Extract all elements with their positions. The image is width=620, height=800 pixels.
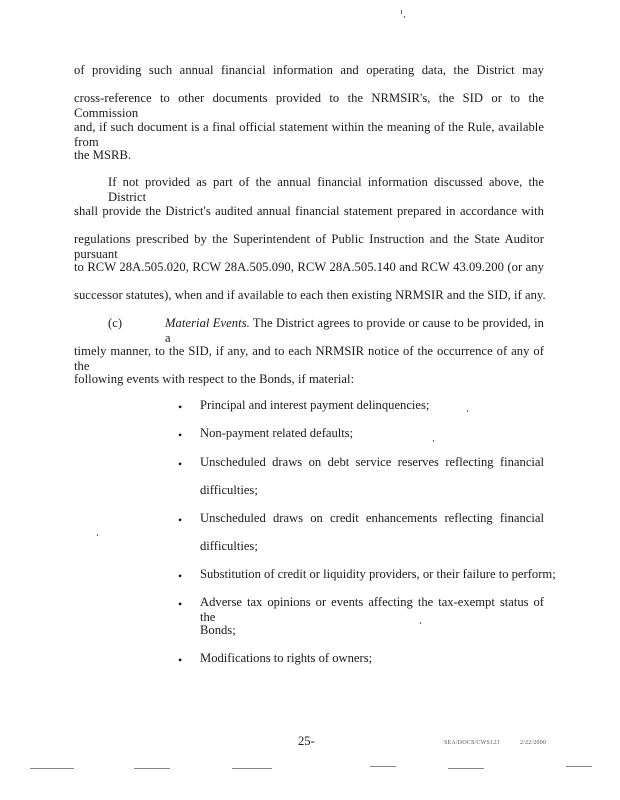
footer-doc-code: SEA/DOCS/CWS123 (444, 740, 500, 746)
bullet-6-line-1: Adverse tax opinions or events affecting the tax-exempt status of the (200, 595, 544, 624)
scan-edge-mark (448, 768, 484, 769)
bullet-2-line-1: Non-payment related defaults; (200, 426, 354, 440)
bullet-7-line-1: Modifications to rights of owners; (200, 651, 373, 665)
bullet-marker: • (178, 400, 183, 414)
section-c-line-2: timely manner, to the SID, if any, and to each NRMSIR notice of the occurrence of any of the (74, 344, 544, 373)
bullet-marker: • (178, 513, 183, 527)
section-c-label: (c) (108, 316, 123, 330)
scan-edge-mark (232, 768, 272, 769)
scan-edge-mark (134, 768, 170, 769)
scan-edge-mark (30, 768, 74, 769)
scan-speck (401, 10, 402, 14)
bullet-4-line-2: difficulties; (200, 539, 258, 553)
section-c-first-line (165, 316, 544, 346)
bullet-3-line-1: Unscheduled draws on debt service reserves reflecting financial (200, 455, 544, 469)
paragraph2-line-3: regulations prescribed by the Superintendent of Public Instruction and the State Auditor pursuant (74, 232, 544, 261)
bullet-marker: • (178, 569, 183, 583)
section-c-line-3: following events with respect to the Bonds, if material: (74, 372, 355, 386)
paragraph1-line-1: of providing such annual financial information and operating data, the District may (74, 63, 544, 77)
scan-speck (97, 534, 98, 536)
paragraph1-line-4: the MSRB. (74, 148, 132, 162)
footer-doc-date: 2/22/2000 (520, 740, 547, 746)
bullet-marker: • (178, 457, 183, 471)
bullet-marker: • (178, 653, 183, 667)
scan-speck (404, 16, 405, 18)
paragraph1-line-2: cross-reference to other documents provided to the NRMSIR's, the SID or to the Commission (74, 91, 544, 120)
paragraph2-line-5: successor statutes), when and if available to each then existing NRMSIR and the SID, if any. (74, 288, 546, 302)
bullet-5-line-1: Substitution of credit or liquidity providers, or their failure to perform; (200, 567, 556, 581)
bullet-marker: • (178, 597, 183, 611)
bullet-3-line-2: difficulties; (200, 483, 258, 497)
section-c-heading: Material Events. (165, 316, 250, 330)
bullet-1-line-1: Principal and interest payment delinquencies; (200, 398, 430, 412)
paragraph2-line-1: If not provided as part of the annual financial information discussed above, the District (108, 175, 544, 204)
bullet-marker: • (178, 428, 183, 442)
scan-speck (467, 410, 468, 412)
paragraph1-line-3: and, if such document is a final official statement within the meaning of the Rule, available from (74, 120, 544, 149)
scan-edge-mark (566, 766, 592, 767)
paragraph2-line-2: shall provide the District's audited annual financial statement prepared in accordance with (74, 204, 544, 218)
bullet-4-line-1: Unscheduled draws on credit enhancements reflecting financial (200, 511, 544, 525)
scan-speck (420, 622, 421, 624)
page-number: 25- (298, 734, 315, 748)
bullet-6-line-2: Bonds; (200, 623, 236, 637)
paragraph2-line-4: to RCW 28A.505.020, RCW 28A.505.090, RCW 28A.505.140 and RCW 43.09.200 (or any (74, 260, 544, 274)
scan-speck (433, 440, 434, 442)
section-c-line1-rest: The District agrees to provide or cause to be provided, in a (165, 316, 544, 345)
scan-edge-mark (370, 766, 396, 767)
